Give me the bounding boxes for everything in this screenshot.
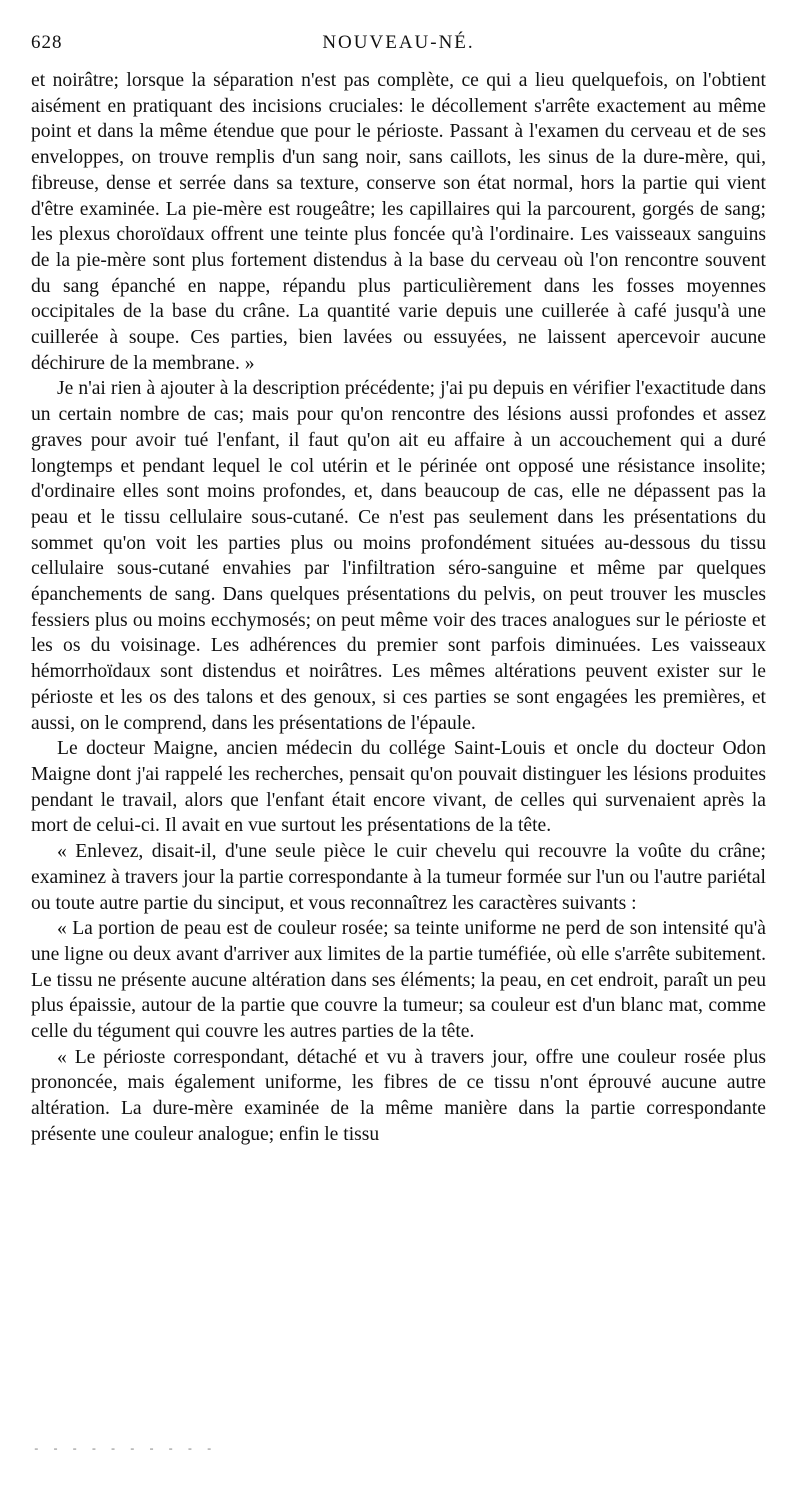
running-head: NOUVEAU-NÉ. xyxy=(322,32,475,53)
paragraph-3: Le docteur Maigne, ancien médecin du collége Saint-Louis et oncle du docteur Odon Maigne dont j'ai rappelé les recherches, pensait qu'on pouvait distinguer les lésions produites pendant le travail, alors que l'enfant était encore vivant, de celles qui survenaient après la mort de celui-ci. Il avait en vue surtout les présentations de la tête. xyxy=(31,738,766,837)
page-number: 628 xyxy=(31,32,63,53)
paragraph-1: et noirâtre; lorsque la séparation n'est pas complète, ce qui a lieu quelquefois, on l'obtient aisément en pratiquant des incisions cruciales: le décollement s'arrête exactement au même point et dans la même étendue que pour le périoste. Passant à l'examen du cerveau et de ses enveloppes, on trouve remplis d'un sang noir, sans caillots, les sinus de la dure-mère, qui, fibreuse, dense et serrée dans sa texture, conserve son état normal, hors la partie qui vient d'être examinée. La pie-mère est rougeâtre; les capillaires qui la parcourent, gorgés de sang; les plexus choroïdaux offrent une teinte plus foncée qu'à l'ordinaire. Les vaisseaux sanguins de la pie-mère sont plus fortement distendus à la base du cerveau où l'on rencontre souvent du sang épanché en nappe, répandu plus particulièrement dans les fosses moyennes occipitales de la base du crâne. La quantité varie depuis une cuillerée à café jusqu'à une cuillerée à soupe. Ces parties, bien lavées ou essuyées, ne laissent apercevoir aucune déchirure de la membrane. » xyxy=(31,70,766,374)
book-page xyxy=(31,28,766,1148)
paragraph-6: « Le périoste correspondant, détaché et vu à travers jour, offre une couleur rosée plus prononcée, mais également uniforme, les fibres de ce tissu n'ont éprouvé aucune autre altération. La dure-mère examinée de la même manière dans la partie correspondante présente une couleur analogue; enfin le tissu xyxy=(31,1046,766,1145)
body-text xyxy=(31,68,766,1148)
page-header xyxy=(31,28,766,58)
paragraph-5: « La portion de peau est de couleur rosée; sa teinte uniforme ne perd de son intensité qu'à une ligne ou deux avant d'arriver aux limites de la partie tuméfiée, où elle s'arrête subitement. Le tissu ne présente aucune altération dans ses éléments; la peau, en cet endroit, paraît un peu plus épaissie, autour de la partie que couvre la tumeur; sa couleur est d'un blanc mat, comme celle du tégument qui couvre les autres parties de la tête. xyxy=(31,918,766,1043)
paragraph-4: « Enlevez, disait-il, d'une seule pièce le cuir chevelu qui recouvre la voûte du crâne; examinez à travers jour la partie correspondante à la tumeur formée sur l'un ou l'autre pariétal ou toute autre partie du sinciput, et vous reconnaîtrez les caractères suivants : xyxy=(31,841,766,914)
scan-noise-marks: - - - - - - - - - - xyxy=(33,1444,216,1456)
paragraph-2: Je n'ai rien à ajouter à la description précédente; j'ai pu depuis en vérifier l'exactitude dans un certain nombre de cas; mais pour qu'on rencontre des lésions aussi profondes et assez graves pour avoir tué l'enfant, il faut qu'on ait eu affaire à un accouchement qui a duré longtemps et pendant lequel le col utérin et le périnée ont opposé une résistance insolite; d'ordinaire elles sont moins profondes, et, dans beaucoup de cas, elle ne dépassent pas la peau et le tissu cellulaire sous-cutané. Ce n'est pas seulement dans les présentations du sommet qu'on voit les parties plus ou moins profondément situées au-dessous du tissu cellulaire sous-cutané envahies par l'infiltration séro-sanguine et même par quelques épanchements de sang. Dans quelques présentations du pelvis, on peut trouver les muscles fessiers plus ou moins ecchymosés; on peut même voir des traces analogues sur le périoste et les os du voisinage. Les adhérences du premier sont parfois diminuées. Les vaisseaux hémorrhoïdaux sont distendus et noirâtres. Les mêmes altérations peuvent exister sur le périoste et les os des talons et des genoux, si ces parties se sont engagées les premières, et aussi, on le comprend, dans les présentations de l'épaule. xyxy=(31,378,766,734)
